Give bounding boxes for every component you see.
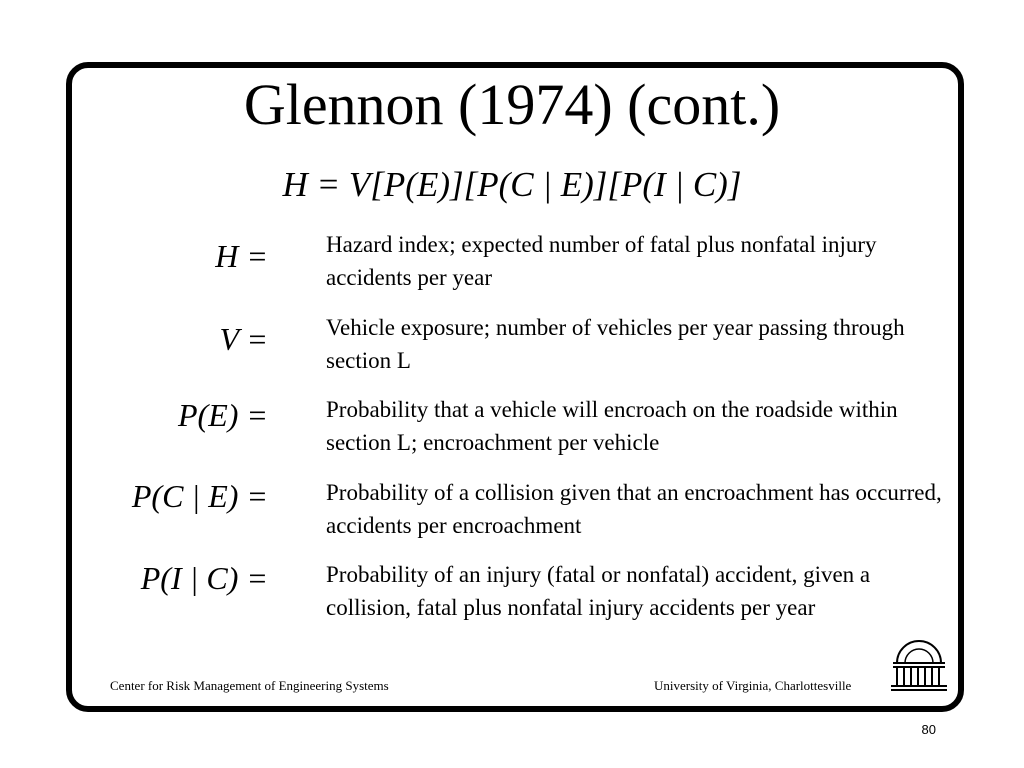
rotunda-icon — [889, 637, 949, 693]
definition-symbol: V = — [219, 321, 268, 357]
footer-organization: Center for Risk Management of Engineering Systems — [110, 678, 389, 693]
definition-symbol: P(E) = — [178, 397, 268, 433]
definition-symbol: P(C | E) = — [131, 478, 268, 514]
hazard-formula: H = V[P(E)][P(C | E)][P(I | C)] — [282, 165, 742, 204]
definition-text: Hazard index; expected number of fatal plus nonfatal injury accidents per year — [326, 232, 877, 290]
definition-text: Probability of an injury (fatal or nonfatal) accident, given a collision, fatal plus nonfatal injury accidents per year — [326, 562, 871, 620]
definition-text: Probability of a collision given that an encroachment has occurred, accidents per encroachment — [326, 480, 942, 538]
definition-symbol: P(I | C) = — [140, 560, 268, 596]
definition-symbol: H = — [215, 238, 268, 274]
definition-text: Probability that a vehicle will encroach on the roadside within section L; encroachment per vehicle — [326, 397, 898, 455]
definition-text: Vehicle exposure; number of vehicles per year passing through section L — [326, 315, 905, 373]
footer-university: University of Virginia, Charlottesville — [654, 678, 852, 693]
slide-title: Glennon (1974) (cont.) — [243, 72, 781, 137]
page-number: 80 — [921, 722, 936, 737]
